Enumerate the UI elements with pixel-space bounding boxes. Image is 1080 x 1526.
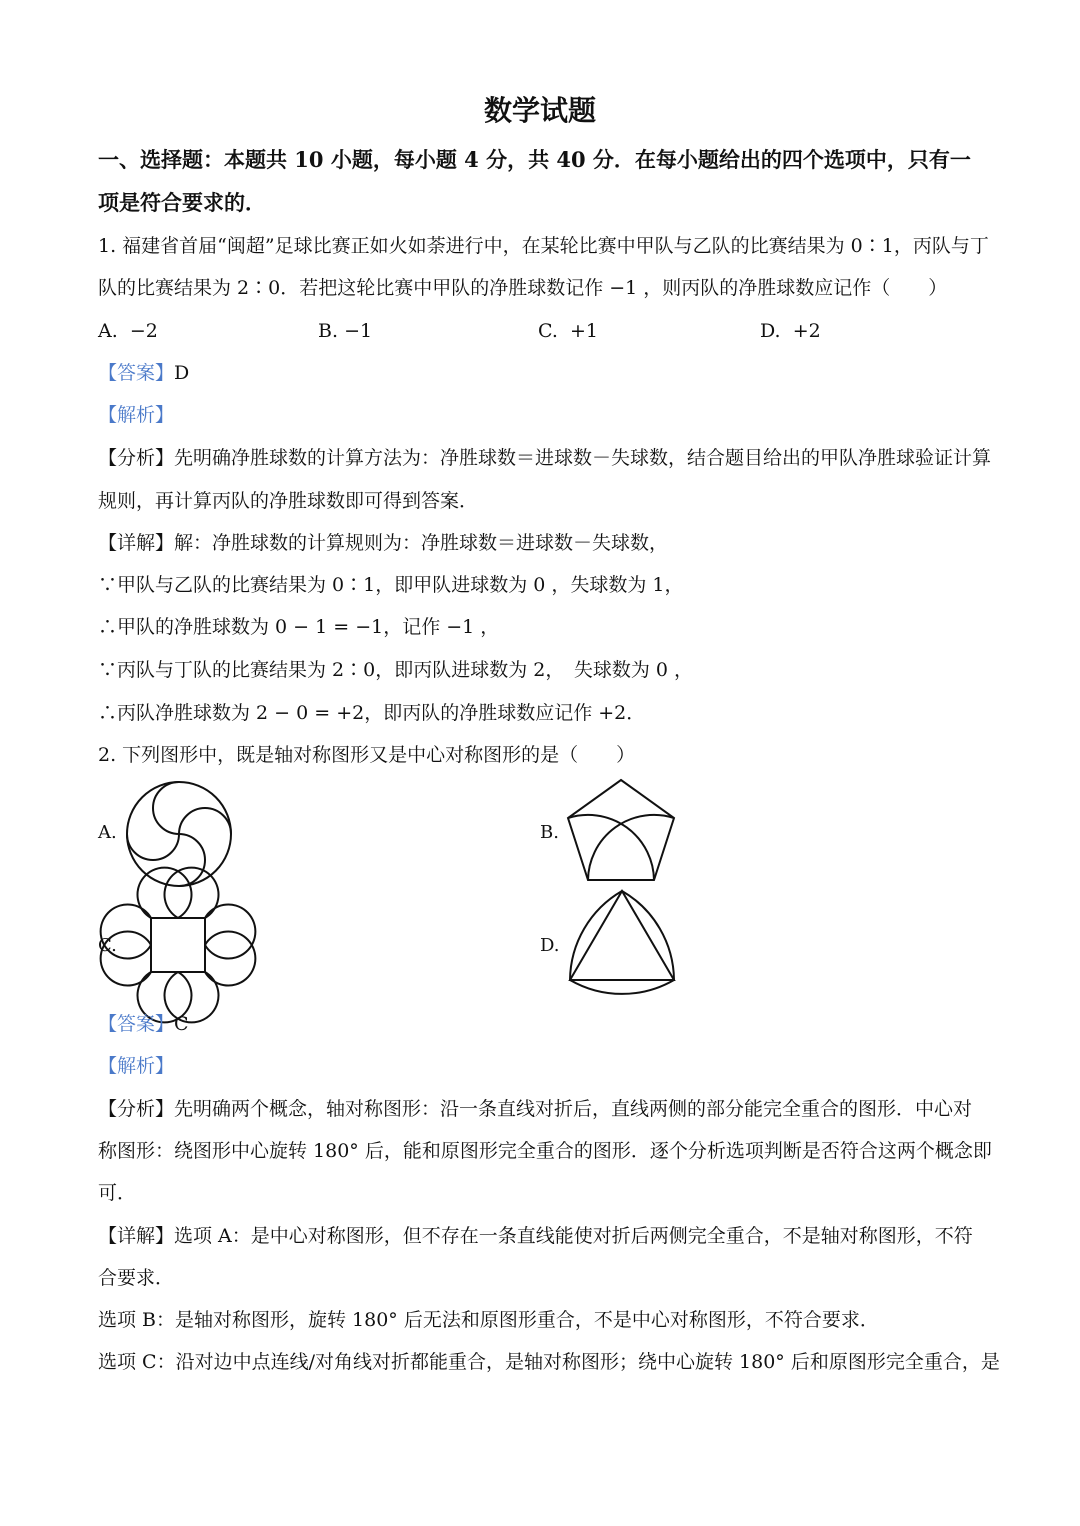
q1-stem-line1: 1. 福建省首届“闽超”足球比赛正如火如荼进行中，在某轮比赛中甲队与乙队的比赛结果为 0∶1，丙队与丁 (98, 235, 989, 257)
q1-detail-line5: ∴丙队净胜球数为 2 − 0 = +2，即丙队的净胜球数应记作 +2． (98, 702, 646, 724)
answer-value: C (174, 1013, 189, 1035)
q2-analysis-line1: 【分析】先明确两个概念，轴对称图形：沿一条直线对折后，直线两侧的部分能完全重合的图形．中心对 (98, 1098, 973, 1120)
q2-answer (98, 1011, 189, 1037)
q1-option-a: A. −2 (98, 320, 158, 342)
q2-figure-d-reuleaux-triangle (566, 888, 678, 992)
answer-tag: 【答案】 (98, 362, 175, 384)
q1-analysis-tag: 【解析】 (98, 404, 175, 426)
q1-detail-line1: 【详解】解：净胜球数的计算规则为：净胜球数＝进球数－失球数， (98, 532, 669, 554)
q2-analysis-line3: 可． (98, 1182, 137, 1204)
q1-analysis-line1: 【分析】先明确净胜球数的计算方法为：净胜球数＝进球数－失球数，结合题目给出的甲队净胜球验证计算 (98, 447, 992, 469)
q2-analysis-tag: 【解析】 (98, 1055, 175, 1077)
q2-figure-d-label: D. (540, 935, 560, 956)
q2-figure-a-label: A. (98, 822, 117, 843)
q1-analysis-line2: 规则，再计算丙队的净胜球数即可得到答案． (98, 490, 479, 512)
q1-answer (98, 360, 189, 386)
q2-stem: 2. 下列图形中，既是轴对称图形又是中心对称图形的是（ ） (98, 744, 636, 766)
q2-detail-line4: 选项 C：沿对边中点连线/对角线对折都能重合，是轴对称图形；绕中心旋转 180° 后和原图形完全重合，是 (98, 1351, 1000, 1373)
q2-figure-b-pentagon (565, 778, 677, 884)
q1-detail-line2: ∵甲队与乙队的比赛结果为 0∶1，即甲队进球数为 0 ，失球数为 1， (98, 574, 684, 596)
q2-detail-line1: 【详解】选项 A：是中心对称图形，但不存在一条直线能使对折后两侧完全重合，不是轴对称图形，不符 (98, 1225, 973, 1247)
q1-option-c: C. +1 (538, 320, 599, 342)
answer-value: D (174, 362, 190, 384)
page-title: 数学试题 (483, 94, 596, 127)
q1-stem-line2: 队的比赛结果为 2∶0．若把这轮比赛中甲队的净胜球数记作 −1 ，则丙队的净胜球数应记作（ ） (98, 277, 948, 299)
q1-option-d: D. +2 (760, 320, 821, 342)
section-heading-line1: 一、选择题：本题共 10 小题，每小题 4 分，共 40 分．在每小题给出的四个选项中，只有一 (98, 147, 971, 172)
q1-option-b: B. −1 (318, 320, 373, 342)
q2-detail-line2: 合要求． (98, 1267, 175, 1289)
q2-figure-c-label: C. (98, 935, 117, 956)
q2-figure-c-square-petals (122, 890, 234, 1000)
q2-analysis-line2: 称图形：绕图形中心旋转 180° 后，能和原图形完全重合的图形．逐个分析选项判断是否符合这两个概念即 (98, 1140, 992, 1162)
section-heading-line2: 项是符合要求的． (98, 190, 266, 215)
q2-detail-line3: 选项 B：是轴对称图形，旋转 180° 后无法和原图形重合，不是中心对称图形，不符合要求． (98, 1309, 879, 1331)
q2-figure-b-label: B. (540, 822, 559, 843)
q1-detail-line4: ∵丙队与丁队的比赛结果为 2∶0，即丙队进球数为 2， 失球数为 0 ， (98, 659, 694, 681)
answer-tag: 【答案】 (98, 1013, 175, 1035)
q1-detail-line3: ∴甲队的净胜球数为 0 − 1 = −1，记作 −1 ， (98, 616, 500, 638)
